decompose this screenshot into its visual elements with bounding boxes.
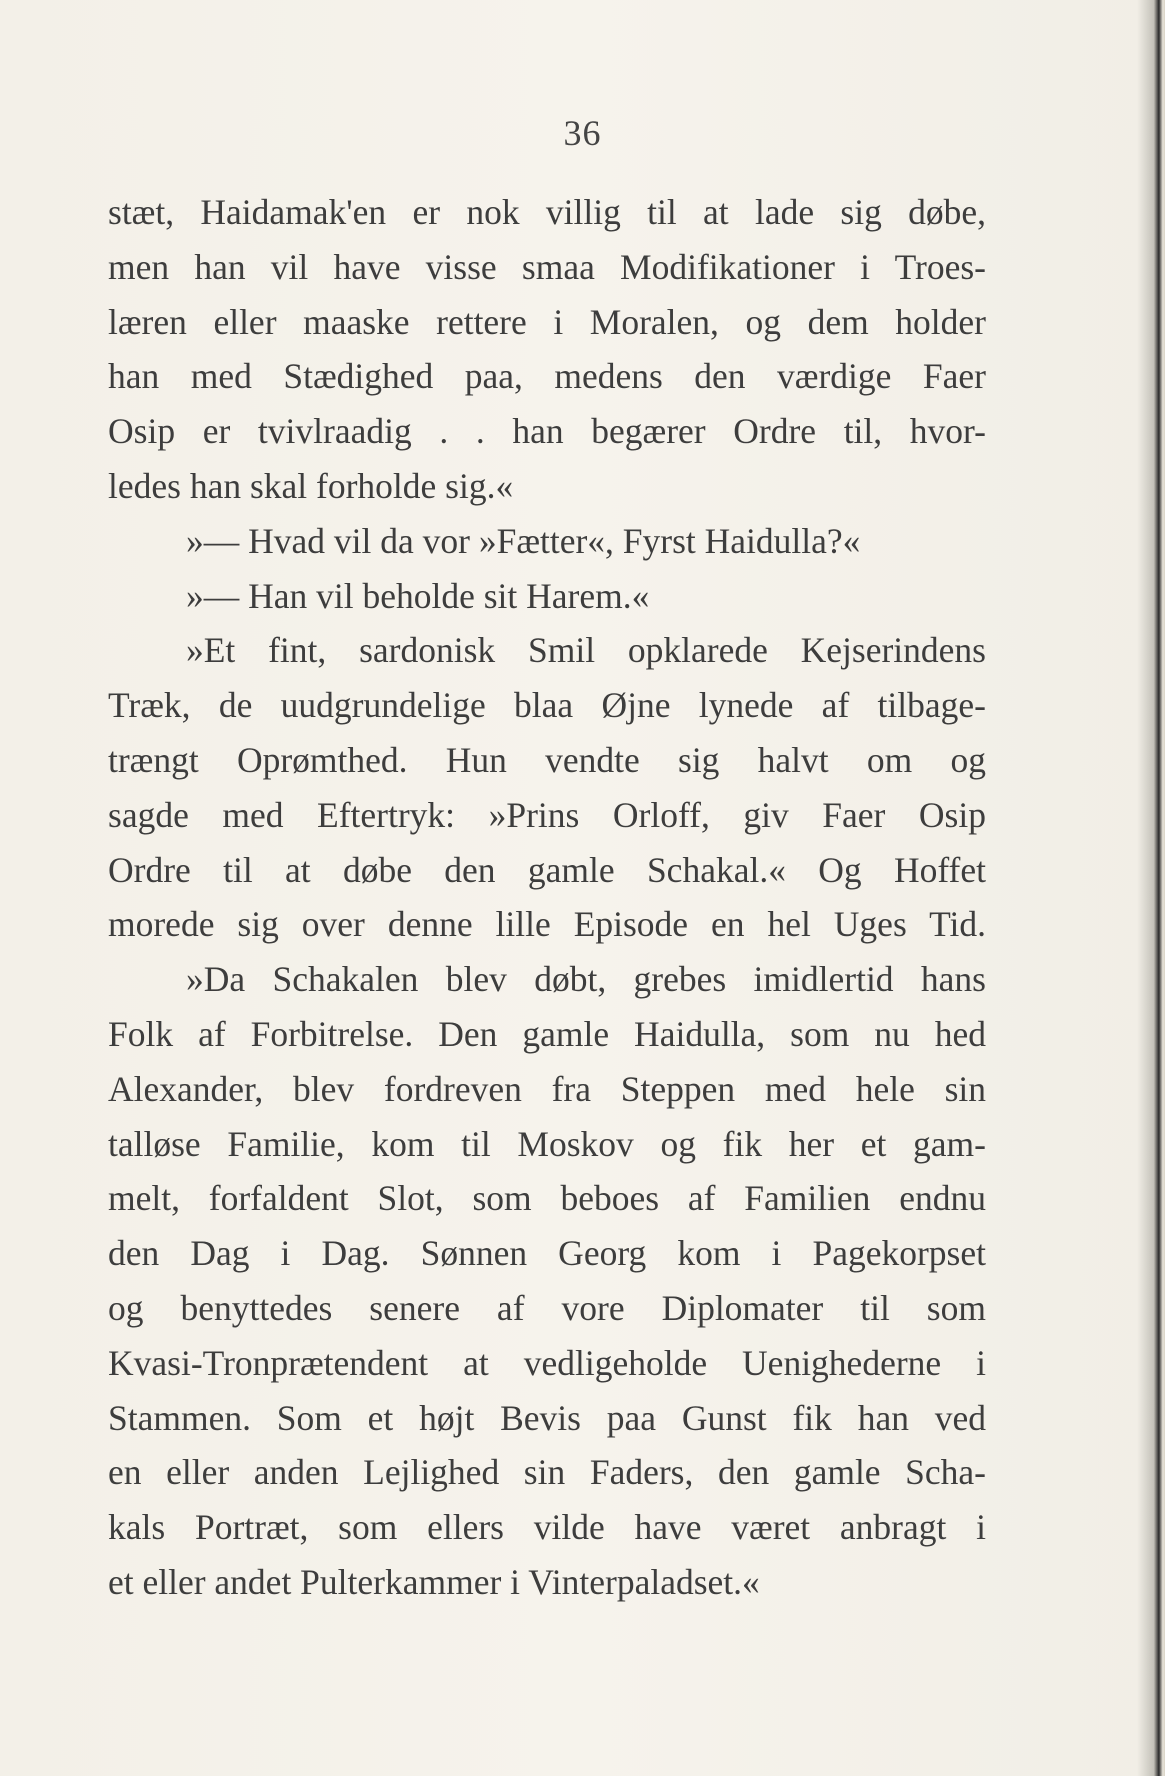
text-line: den Dag i Dag. Sønnen Georg kom i Pagekorpset bbox=[108, 1233, 986, 1274]
text-line: »Da Schakalen blev døbt, grebes imidlertid hans bbox=[186, 959, 986, 1000]
text-line: men han vil have visse smaa Modifikationer i Troes- bbox=[108, 246, 986, 287]
dialogue-line: »— Hvad vil da vor »Fætter«, Fyrst Haidulla?« bbox=[186, 520, 861, 561]
page-number: 36 bbox=[563, 113, 602, 153]
dialogue-line: »— Han vil beholde sit Harem.« bbox=[186, 575, 650, 616]
text-line: Træk, de uudgrundelige blaa Øjne lynede af tilbage- bbox=[108, 685, 986, 726]
text-line: talløse Familie, kom til Moskov og fik her et gam- bbox=[108, 1123, 986, 1164]
text-line: Ordre til at døbe den gamle Schakal.« Og Hoffet bbox=[108, 849, 986, 890]
text-line: Folk af Forbitrelse. Den gamle Haidulla, som nu hed bbox=[108, 1013, 986, 1054]
text-line: en eller anden Lejlighed sin Faders, den gamle Scha- bbox=[108, 1452, 986, 1493]
text-line: han med Stædighed paa, medens den værdige Faer bbox=[108, 356, 986, 397]
page-edge-shadow bbox=[1137, 0, 1165, 1776]
text-line: ledes han skal forholde sig.« bbox=[108, 465, 514, 506]
text-line: læren eller maaske rettere i Moralen, og dem holder bbox=[108, 301, 986, 342]
text-line: »Et fint, sardonisk Smil opklarede Kejserindens bbox=[186, 630, 986, 671]
text-line: Osip er tvivlraadig . . han begærer Ordre til, hvor- bbox=[108, 411, 986, 452]
text-line: trængt Oprømthed. Hun vendte sig halvt om og bbox=[108, 739, 986, 780]
text-line: Alexander, blev fordreven fra Steppen med hele sin bbox=[108, 1068, 986, 1109]
text-line: Kvasi-Tronprætendent at vedligeholde Uenighederne i bbox=[108, 1342, 986, 1383]
text-line: stæt, Haidamak'en er nok villig til at lade sig døbe, bbox=[108, 192, 986, 232]
text-line: Stammen. Som et højt Bevis paa Gunst fik han ved bbox=[108, 1397, 986, 1438]
text-line: melt, forfaldent Slot, som beboes af Familien endnu bbox=[108, 1178, 986, 1219]
text-line: morede sig over denne lille Episode en hel Uges Tid. bbox=[108, 904, 986, 945]
text-line: kals Portræt, som ellers vilde have været anbragt i bbox=[108, 1507, 986, 1548]
text-line: og benyttedes senere af vore Diplomater til som bbox=[108, 1287, 986, 1328]
text-line: et eller andet Pulterkammer i Vinterpaladset.« bbox=[108, 1561, 760, 1602]
text-line: sagde med Eftertryk: »Prins Orloff, giv Faer Osip bbox=[108, 794, 986, 835]
body-text bbox=[108, 185, 986, 1610]
